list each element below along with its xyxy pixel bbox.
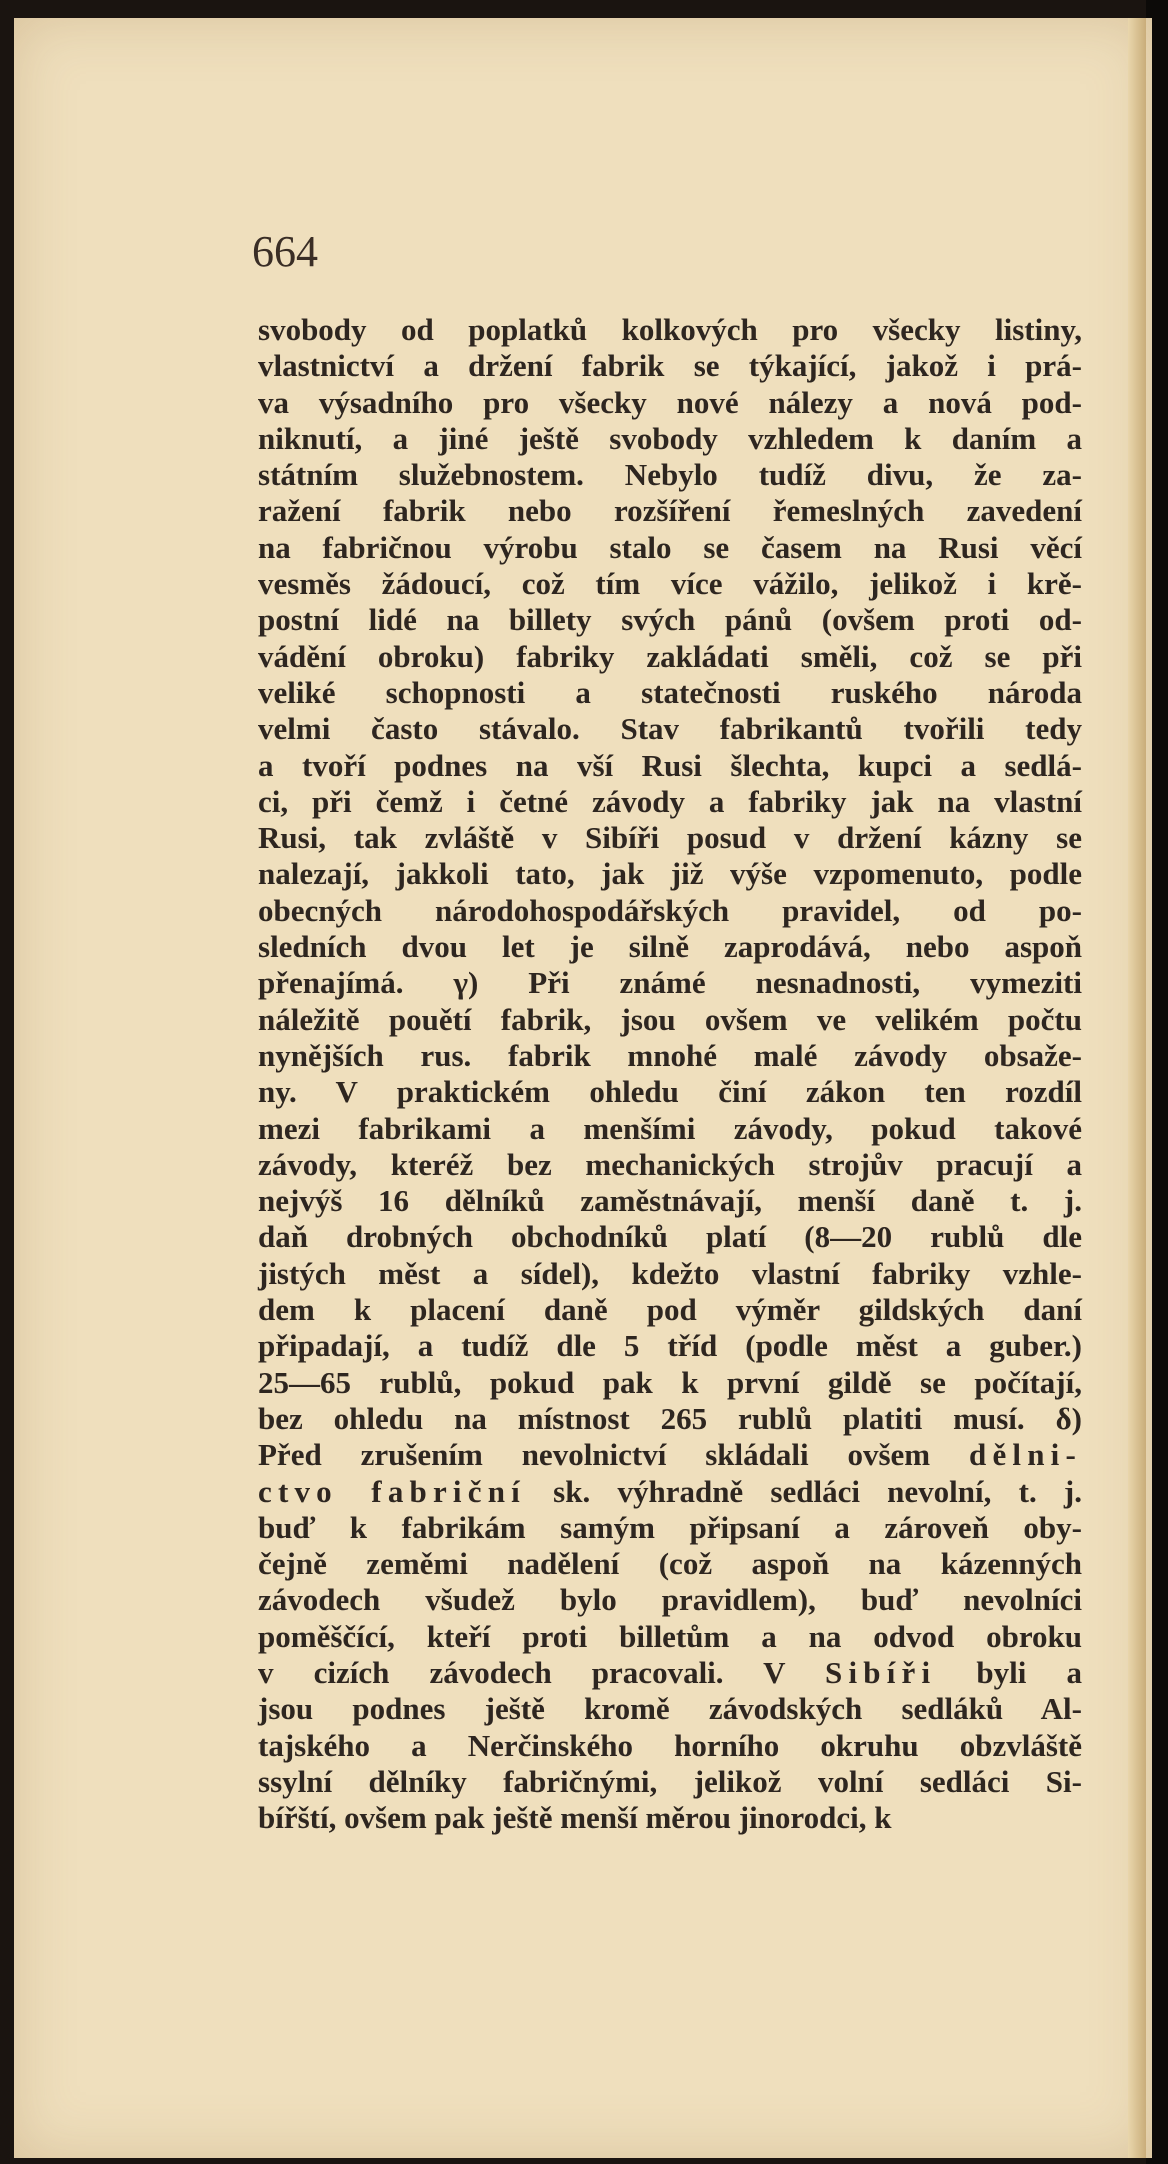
text-line: bez ohledu na místnost 265 rublů platiti musí. δ): [258, 1400, 1082, 1436]
text-line: ci, při čemž i četné závody a fabriky jak na vlastní: [258, 783, 1082, 819]
text-line: jsou podnes ještě kromě závodských sedláků Al-: [258, 1691, 1082, 1727]
text-segment: v cizích závodech pracovali.: [258, 1654, 724, 1690]
spaced-term: ctvo fabriční: [258, 1473, 526, 1509]
text-line: velmi často stávalo. Stav fabrikantů tvořili tedy: [258, 711, 1082, 747]
text-line: čejně zeměmi nadělení (což aspoň na kázenných: [258, 1546, 1082, 1582]
text-line: postní lidé na billety svých pánů (ovšem proti od-: [258, 602, 1082, 638]
text-line: Rusi, tak zvláště v Sibíři posud v držení kázny se: [258, 820, 1082, 856]
text-line: závody, kteréž bez mechanických strojův pracují a: [258, 1146, 1082, 1182]
text-line: 25—65 rublů, pokud pak k první gildě se počítají,: [258, 1364, 1082, 1400]
text-line: ražení fabrik nebo rozšíření řemeslných zavedení: [258, 493, 1082, 529]
text-line: [258, 1437, 1082, 1473]
text-line: buď k fabrikám samým připsaní a zároveň oby-: [258, 1509, 1082, 1545]
text-line: vádění obroku) fabriky zakládati směli, což se při: [258, 638, 1082, 674]
text-line: svobody od poplatků kolkových pro všecky listiny,: [258, 312, 1082, 347]
text-line: nejvýš 16 dělníků zaměstnávají, menší daně t. j.: [258, 1183, 1082, 1219]
text-line: ssylní dělníky fabričnými, jelikož volní sedláci Si-: [258, 1763, 1082, 1799]
text-segment: V: [723, 1654, 826, 1690]
text-line: státním služebnostem. Nebylo tudíž divu, že za-: [258, 457, 1082, 493]
text-line: obecných národohospodářských pravidel, od po-: [258, 892, 1082, 928]
text-line: nynějších rus. fabrik mnohé malé závody obsaže-: [258, 1037, 1082, 1073]
text-line: jistých měst a sídel), kdežto vlastní fabriky vzhle-: [258, 1255, 1082, 1291]
text-line: na fabričnou výrobu stalo se časem na Rusi věcí: [258, 529, 1082, 565]
page-number: 664: [252, 227, 318, 276]
text-line: a tvoří podnes na vší Rusi šlechta, kupci a sedlá-: [258, 747, 1082, 783]
text-line: tajského a Nerčinského horního okruhu obzvláště: [258, 1727, 1082, 1763]
text-line: dem k placení daně pod výměr gildských daní: [258, 1292, 1082, 1328]
text-segment: byli a: [936, 1654, 1082, 1690]
text-line: náležitě pouětí fabrik, jsou ovšem ve velikém počtu: [258, 1001, 1082, 1037]
text-line: vesměs žádoucí, což tím více vážilo, jelikož i krě-: [258, 566, 1082, 602]
text-line: veliké schopnosti a statečnosti ruského národa: [258, 674, 1082, 710]
spaced-term: Sibíři: [825, 1654, 937, 1690]
text-line: ny. V praktickém ohledu činí zákon ten rozdíl: [258, 1074, 1082, 1110]
text-line: nalezají, jakkoli tato, jak již výše vzpomenuto, podle: [258, 856, 1082, 892]
text-line: připadají, a tudíž dle 5 tříd (podle měst a guber.): [258, 1328, 1082, 1364]
text-line: mezi fabrikami a menšími závody, pokud takové: [258, 1110, 1082, 1146]
text-line: sledních dvou let je silně zaprodává, nebo aspoň: [258, 929, 1082, 965]
spaced-term: dělni-: [969, 1437, 1082, 1473]
text-line: daň drobných obchodníků platí (8—20 rublů dle: [258, 1219, 1082, 1255]
text-line: [258, 1474, 1082, 1510]
text-line: bířští, ovšem pak ještě menší měrou jinorodci, k: [258, 1800, 892, 1836]
text-line: [258, 1655, 1082, 1691]
text-segment: sk. výhradně sedláci nevolní, t. j.: [525, 1473, 1082, 1509]
text-line: va výsadního pro všecky nové nálezy a nová pod-: [258, 384, 1082, 420]
text-segment: Před zrušením nevolnictví skládali ovšem: [258, 1437, 969, 1473]
text-line: závodech všudež bylo pravidlem), buď nevolníci: [258, 1582, 1082, 1618]
text-line: niknutí, a jiné ještě svobody vzhledem k daním a: [258, 420, 1082, 456]
page-edge: [1128, 18, 1146, 2158]
text-line: poměščící, kteří proti billetům a na odvod obroku: [258, 1618, 1082, 1654]
text-line: vlastnictví a držení fabrik se týkající, jakož i prá-: [258, 348, 1082, 384]
body-text: [258, 312, 1082, 1836]
text-line: přenajímá. γ) Při známé nesnadnosti, vymeziti: [258, 965, 1082, 1001]
